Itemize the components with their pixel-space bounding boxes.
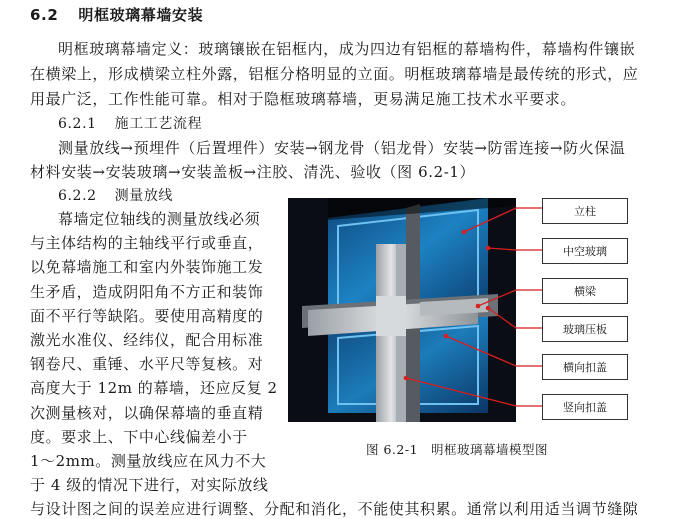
- label-glass-pressure-plate: 玻璃压板: [542, 316, 628, 342]
- section-title: 明框玻璃幕墙安装: [78, 6, 204, 24]
- process-line-1: 测量放线→预埋件（后置埋件）安装→钢龙骨（铝龙骨）安装→防雷连接→防火保温: [58, 139, 626, 157]
- subsection-number: 6.2.1: [58, 116, 97, 132]
- intro-line-1: 明框玻璃幕墙定义：玻璃镶嵌在铝框内，成为四边有铝框的幕墙构件，幕墙构件镶嵌: [58, 40, 636, 58]
- measure-line: 以免幕墙施工和室内外装饰施工发: [30, 258, 264, 277]
- label-vertical-cover: 竖向扣盖: [542, 394, 628, 420]
- measure-line: 高度大于 12m 的幕墙，还应反复 2: [30, 379, 278, 398]
- label-transom: 横梁: [542, 278, 628, 304]
- leader-lines: [288, 198, 634, 422]
- figure-caption: 图 6.2-1 明框玻璃幕墙模型图: [366, 442, 549, 457]
- label-horizontal-cover: 横向扣盖: [542, 354, 628, 380]
- label-insulated-glass: 中空玻璃: [542, 238, 628, 264]
- intro-line-2: 在横梁上，形成横梁立柱外露，铝框分格明显的立面。明框玻璃幕墙是最传统的形式，应: [30, 65, 639, 83]
- measure-line: 次测量核对，以确保幕墙的垂直精: [30, 403, 264, 422]
- subsection-heading-1: [58, 113, 202, 133]
- subsection-title: 施工工艺流程: [114, 116, 203, 132]
- curtain-wall-figure: [288, 198, 634, 422]
- measure-line: 面不平行等缺陷。要使用高精度的: [30, 306, 264, 325]
- subsection-heading-2: [58, 185, 173, 205]
- measure-line: 1～2mm。测量放线应在风力不大: [30, 452, 267, 470]
- measure-line: 生矛盾，造成阴阳角不方正和装饰: [30, 282, 264, 301]
- intro-line-3: 用最广泛，工作性能可靠。相对于隐框玻璃幕墙，更易满足施工技术水平要求。: [30, 90, 577, 108]
- process-line-2: 材料安装→安装玻璃→安装盖板→注胶、清洗、验收（图 6.2-1）: [30, 163, 476, 181]
- measure-last-line: 与设计图之间的误差应进行调整、分配和消化，不能使其积累。通常以利用适当调节缝隙: [30, 500, 639, 518]
- label-mullion: 立柱: [542, 198, 628, 224]
- measure-line: 激光水准仪、经纬仪，配合用标准: [30, 331, 264, 349]
- subsection-number: 6.2.2: [58, 188, 97, 204]
- section-heading: [30, 4, 203, 25]
- measure-line: 钢卷尺、重锤、水平尺等复核。对: [30, 355, 264, 374]
- measure-line: 与主体结构的主轴线平行或垂直，: [30, 234, 264, 253]
- subsection-title: 测量放线: [114, 188, 174, 204]
- measure-line: 于 4 级的情况下进行，对实际放线: [30, 476, 269, 495]
- measure-line: 幕墙定位轴线的测量放线必须: [58, 210, 261, 228]
- section-number: 6.2: [30, 6, 59, 24]
- measure-line: 度。要求上、下中心线偏差小于: [30, 427, 248, 446]
